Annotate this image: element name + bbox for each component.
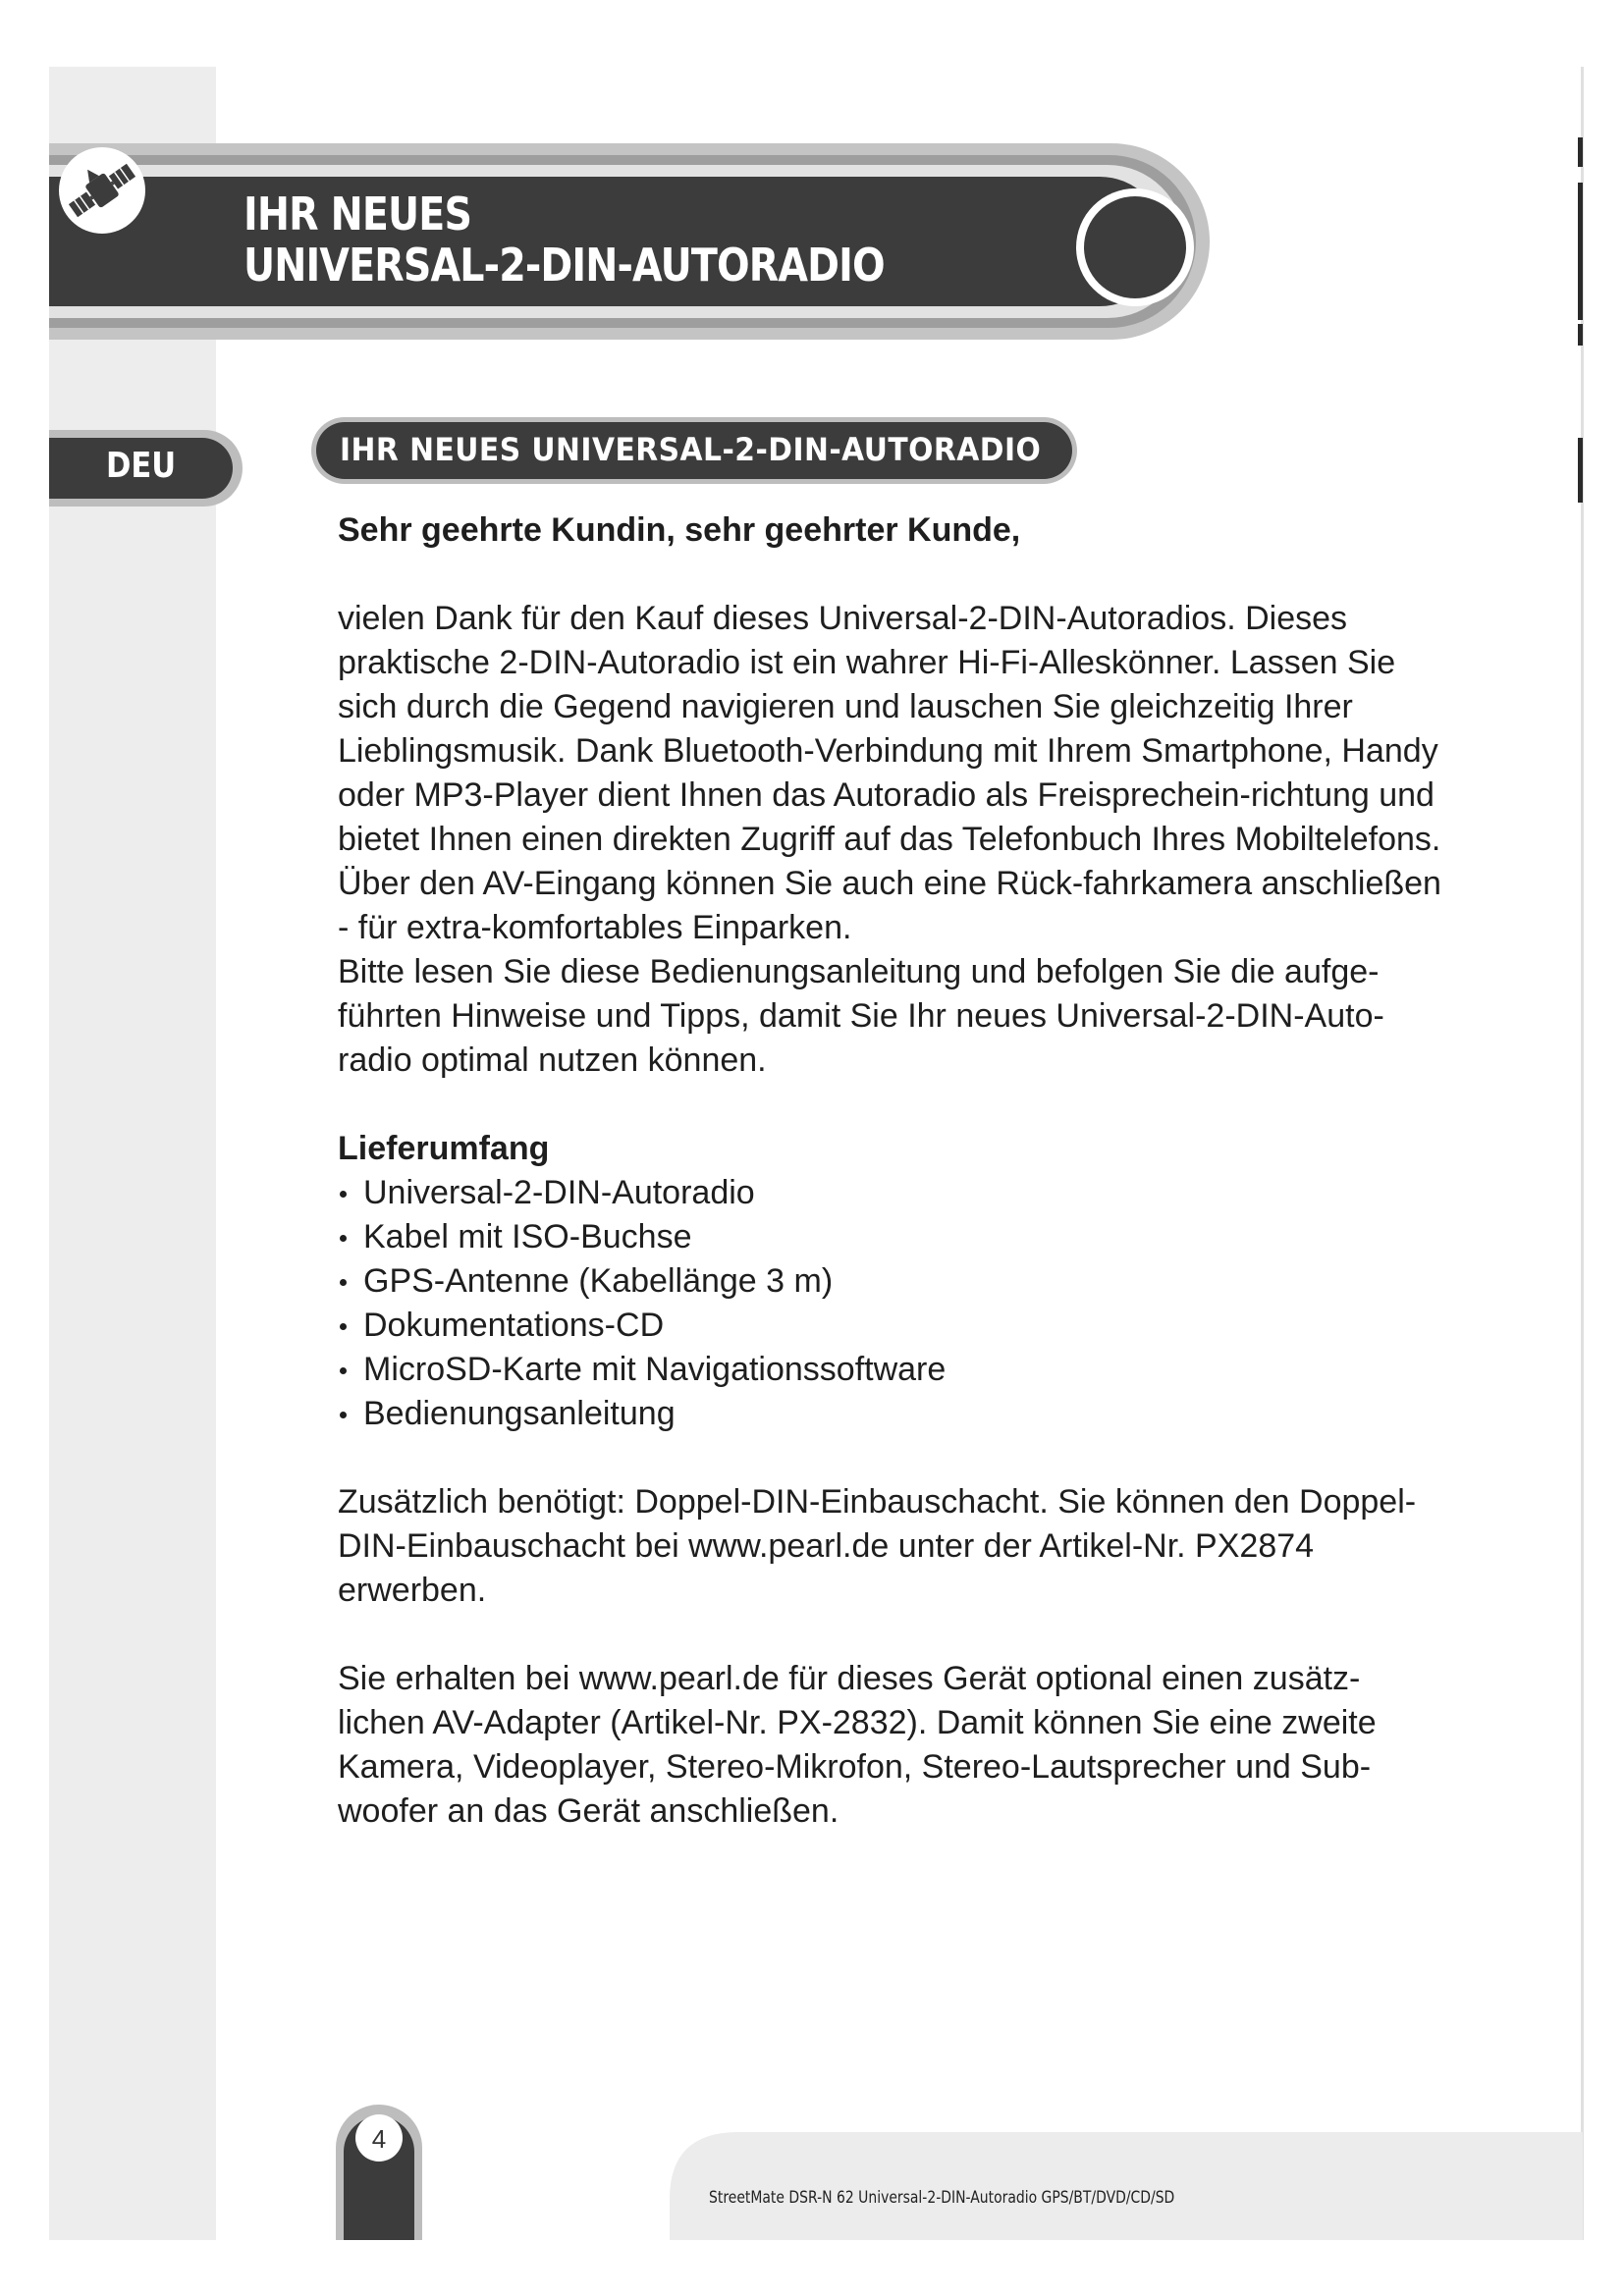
scope-list — [338, 1171, 1447, 1436]
optional-accessories: Sie erhalten bei www.pearl.de für dieses Gerät optional einen zusätz-lichen AV-Adapter (Artikel-Nr. PX-2832). Damit können Sie eine zweite Kamera, Videoplayer, Stereo-Mikrofon, Stereo-Lautsprecher und Sub-woofer an das Gerät anschließen. — [338, 1660, 1377, 1830]
footer-shape — [336, 2099, 1583, 2240]
list-item: Dokumentations-CD — [338, 1304, 1447, 1348]
additional-requirements: Zusätzlich benötigt: Doppel-DIN-Einbauschacht. Sie können den Doppel-DIN-Einbauschacht bei www.pearl.de unter der Artikel-Nr. PX2874 erwerben. — [338, 1483, 1417, 1609]
language-tab — [49, 426, 245, 510]
page-number: 4 — [371, 2124, 387, 2154]
edge-mark — [1578, 137, 1583, 167]
section-title: IHR NEUES UNIVERSAL-2-DIN-AUTORADIO — [340, 431, 1042, 468]
list-item: Universal-2-DIN-Autoradio — [338, 1171, 1447, 1215]
list-item: Bedienungsanleitung — [338, 1392, 1447, 1436]
right-page-edge — [1581, 67, 1584, 2240]
edge-mark — [1578, 324, 1583, 346]
list-item: GPS-Antenne (Kabellänge 3 m) — [338, 1259, 1447, 1304]
list-item: MicroSD-Karte mit Navigationssoftware — [338, 1348, 1447, 1392]
section-heading — [316, 422, 1072, 479]
list-item: Kabel mit ISO-Buchse — [338, 1215, 1447, 1259]
page-title — [244, 188, 885, 291]
satellite-icon — [49, 137, 155, 243]
left-margin-strip — [49, 67, 216, 2240]
body-content — [338, 508, 1447, 1834]
header-banner — [49, 137, 1218, 348]
footer — [336, 2099, 1583, 2240]
title-line-2: UNIVERSAL-2-DIN-AUTORADIO — [244, 239, 885, 292]
scope-heading: Lieferumfang — [338, 1130, 550, 1167]
edge-mark — [1578, 183, 1583, 320]
title-line-1: IHR NEUES — [244, 187, 472, 240]
language-label: DEU — [106, 446, 177, 486]
edge-mark — [1578, 438, 1583, 503]
intro-paragraph: vielen Dank für den Kauf dieses Universal-2-DIN-Autoradios. Dieses praktische 2-DIN-Autoradio ist ein wahrer Hi-Fi-Alleskönner. Lassen Sie sich durch die Gegend navigieren und lauschen Sie gleichzeitig Ihrer Lieblingsmusik. Dank Bluetooth-Verbindung mit Ihrem Smartphone, Handy oder MP3-Player dient Ihnen das Autoradio als Freisprechein-richtung und bietet Ihnen einen direkten Zugriff auf das Telefonbuch Ihres Mobiltelefons. Über den AV-Eingang können Sie auch eine Rück-fahrkamera anschließen - für extra-komfortables Einparken. — [338, 600, 1441, 946]
footer-product-line: StreetMate DSR-N 62 Universal-2-DIN-Autoradio GPS/BT/DVD/CD/SD — [709, 2188, 1175, 2208]
salutation: Sehr geehrte Kundin, sehr geehrter Kunde, — [338, 511, 1021, 549]
instructions-paragraph: Bitte lesen Sie diese Bedienungsanleitung und befolgen Sie die aufge-führten Hinweise und Tipps, damit Sie Ihr neues Universal-2-DIN-Auto-radio optimal nutzen können. — [338, 953, 1384, 1079]
